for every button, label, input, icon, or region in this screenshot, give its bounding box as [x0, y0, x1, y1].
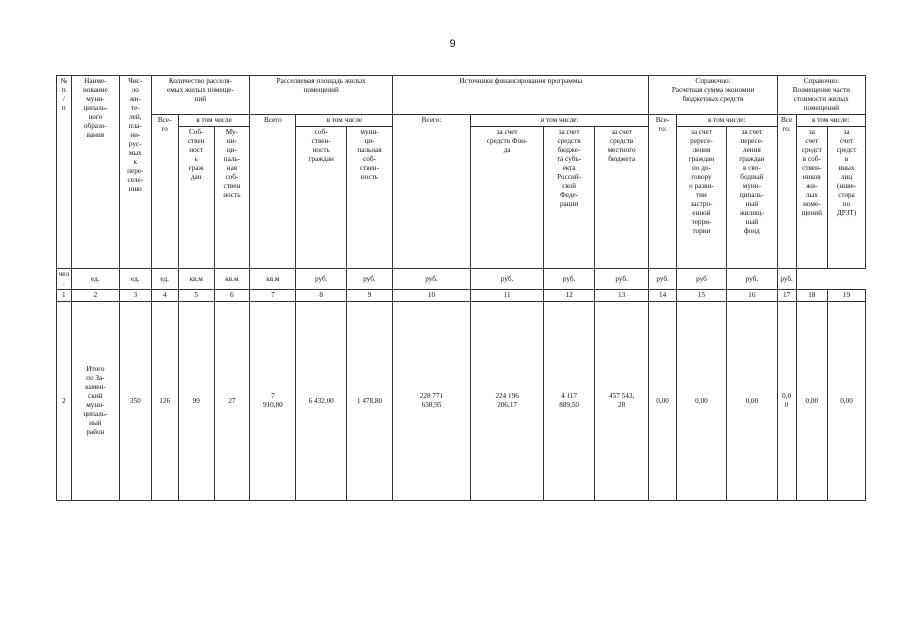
header-compensation-group: Справочно: Возмещение части стоимости жилых помещений	[777, 76, 865, 115]
column-number: 5	[178, 290, 214, 302]
row-area-mun: 1 478,80	[346, 302, 392, 501]
header-sources-total: Всего:	[393, 115, 471, 269]
column-number: 3	[120, 290, 152, 302]
row-sources-total: 228 771 638,95	[393, 302, 471, 501]
row-area-own: 6 432,00	[296, 302, 346, 501]
header-row-2	[57, 115, 866, 127]
header-area-total: Всего	[250, 115, 296, 269]
header-compensation-owners: за счет средст в соб- ствен- ников жи- лых номе- щений	[796, 127, 828, 269]
unit-cell: руб.	[544, 269, 594, 290]
row-economy-free: 0,00	[727, 302, 777, 501]
header-qty-incl: в том числе	[178, 115, 249, 127]
column-number: 16	[727, 290, 777, 302]
header-sources-subject: за счет средств бюдже- та субъ- екта Россий- ской Феде- рации	[544, 127, 594, 269]
header-compensation-other: за счет средст в иных лиц (инве- стора по ДРЗТ)	[828, 127, 866, 269]
unit-cell: кв.м	[178, 269, 214, 290]
page-number: 9	[449, 38, 456, 50]
header-residents: Чис- ло жи- те- лей, пла- ни- рус- мых к пере- селе- нию	[120, 76, 152, 269]
unit-cell: руб.	[346, 269, 392, 290]
header-economy-incl: в том числе:	[676, 115, 777, 127]
column-number: 17	[777, 290, 796, 302]
column-number: 8	[296, 290, 346, 302]
header-compensation-incl: в том числе:	[796, 115, 865, 127]
column-number: 13	[594, 290, 649, 302]
row-economy-total: 0,00	[649, 302, 676, 501]
header-sources-fund: за счет средств Фон- да	[470, 127, 544, 269]
column-number: 2	[71, 290, 119, 302]
header-economy-total: Все- го:	[649, 115, 676, 269]
header-qty-total: Все- го	[151, 115, 178, 269]
unit-cell: кв.м	[214, 269, 250, 290]
header-qty-own: Соб- ствен ност ь граж дан	[178, 127, 214, 269]
unit-cell: ед.	[71, 269, 119, 290]
header-area-group: Расселяемая площадь жилых помещений	[250, 76, 393, 115]
column-number: 11	[470, 290, 544, 302]
unit-cell: руб.	[470, 269, 544, 290]
row-name: Итого по За- камен- ский муни- ципаль- ный район	[71, 302, 119, 501]
unit-cell: чел.	[57, 269, 72, 290]
header-economy-free: за счет пересе- ления граждан в сво- бодный муни- ципаль- ный жилищ- ный фонд	[727, 127, 777, 269]
header-num: № п / п	[57, 76, 72, 269]
row-qty-own: 99	[178, 302, 214, 501]
row-economy-contract: 0,00	[676, 302, 726, 501]
unit-cell: руб.	[296, 269, 346, 290]
header-row-1	[57, 76, 866, 115]
unit-cell: руб.	[393, 269, 471, 290]
column-number: 1	[57, 290, 72, 302]
units-row	[57, 269, 866, 290]
column-number: 6	[214, 290, 250, 302]
unit-cell: руб.	[777, 269, 796, 290]
unit-cell: руб.	[649, 269, 676, 290]
column-number: 12	[544, 290, 594, 302]
row-area-total: 7 910,80	[250, 302, 296, 501]
header-area-own: соб- ствен- ность граждан	[296, 127, 346, 269]
row-qty-mun: 27	[214, 302, 250, 501]
column-numbers-row	[57, 290, 866, 302]
header-economy-group: Справочно: Расчетная сумма экономии бюджетных средств	[649, 76, 777, 115]
unit-cell: руб	[676, 269, 726, 290]
row-compensation-other: 0,00	[828, 302, 866, 501]
unit-cell: ед.	[120, 269, 152, 290]
column-number: 15	[676, 290, 726, 302]
header-economy-contract: за счет pересе- ления граждан по до- говору о разви- тии застро- енной терри- тории	[676, 127, 726, 269]
header-sources-group: Источники финансирования программы	[393, 76, 649, 115]
unit-cell: руб.	[727, 269, 777, 290]
table-row	[57, 302, 866, 501]
header-name: Наиме- нование муни- ципаль- ного образо- вания	[71, 76, 119, 269]
column-number: 10	[393, 290, 471, 302]
header-compensation-total: Все го:	[777, 115, 796, 269]
row-qty-total: 126	[151, 302, 178, 501]
row-residents: 350	[120, 302, 152, 501]
row-num: 2	[57, 302, 72, 501]
row-sources-subject: 4 117 889,50	[544, 302, 594, 501]
row-sources-local: 457 543, 28	[594, 302, 649, 501]
column-number: 4	[151, 290, 178, 302]
header-qty-mun: Му- ни- ци- паль- ная соб- ствен ность	[214, 127, 250, 269]
row-compensation-total: 0,0 0	[777, 302, 796, 501]
row-compensation-owners: 0,00	[796, 302, 828, 501]
unit-cell: руб.	[594, 269, 649, 290]
header-qty-group: Количество расселя- емых жилых помеще- ний	[151, 76, 250, 115]
header-area-incl: в том числе	[296, 115, 393, 127]
column-number: 19	[828, 290, 866, 302]
column-number: 9	[346, 290, 392, 302]
column-number: 14	[649, 290, 676, 302]
row-sources-fund: 224 196 206,17	[470, 302, 544, 501]
header-area-mun: муни- ци- пальная соб- ствен- ность	[346, 127, 392, 269]
column-number: 7	[250, 290, 296, 302]
resettlement-table	[56, 75, 866, 501]
unit-cell: кв.м	[250, 269, 296, 290]
header-sources-incl: в том числе:	[470, 115, 649, 127]
header-sources-local: за счет средств местного бюджета	[594, 127, 649, 269]
unit-cell: ед.	[151, 269, 178, 290]
column-number: 18	[796, 290, 828, 302]
